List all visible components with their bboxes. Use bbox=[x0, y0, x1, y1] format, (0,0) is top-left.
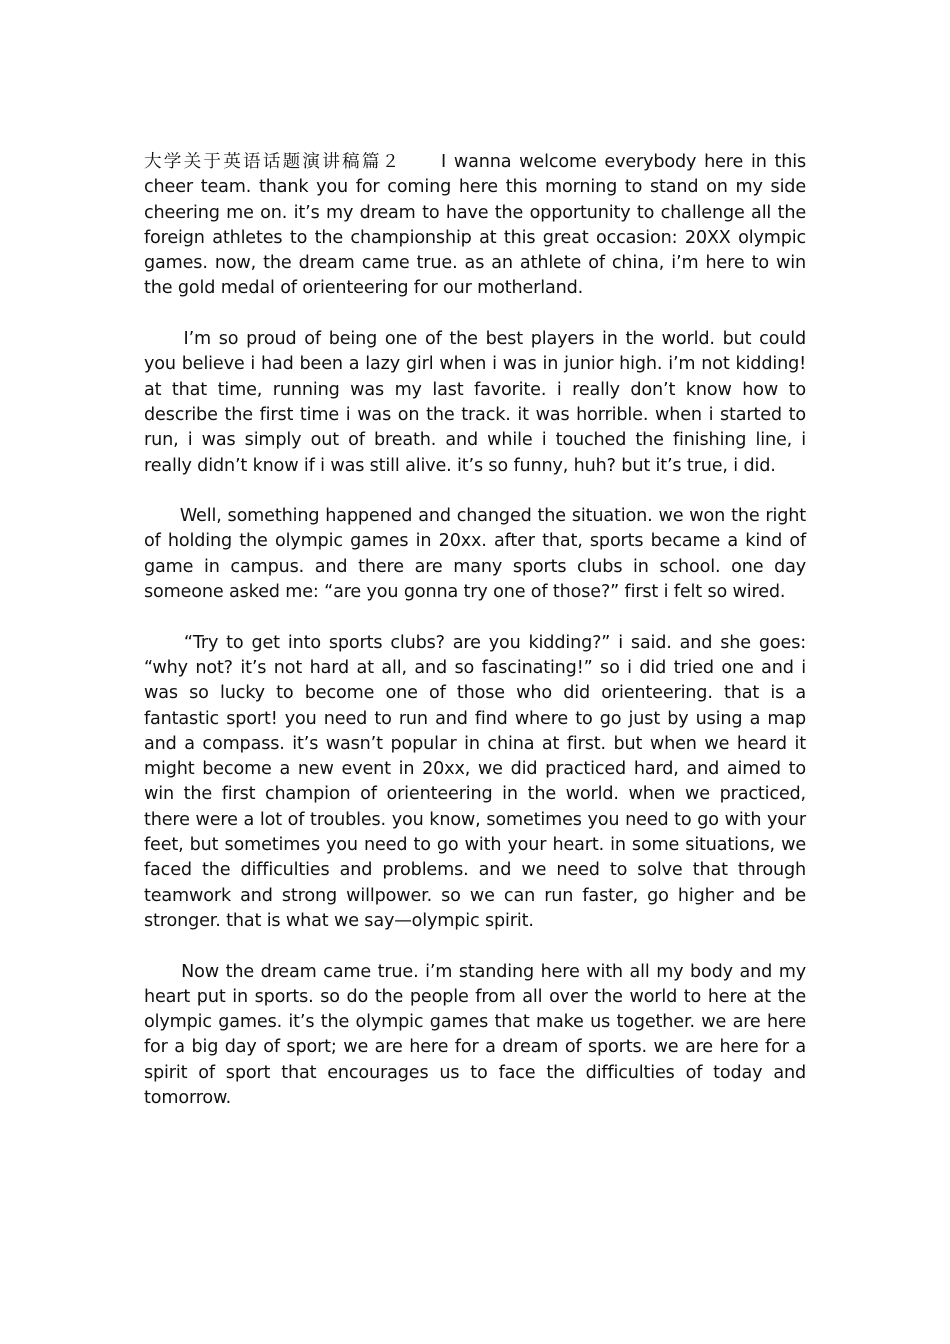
paragraph-3: Well, something happened and changed the situation. we won the right of holding the olympic games in 20xx. after that, sports became a kind of game in campus. and there are many sports clubs in school. one day someone asked me: “are you gonna try one of those?” first i felt so wired. bbox=[144, 506, 812, 603]
paragraph-1: 大学关于英语话题演讲稿篇２ I wanna welcome everybody here in this cheer team. thank you for coming here this morning to stand on my side cheering me on. it’s my dream to have the opportunity to challenge all the foreign athletes to the championship at this great occasion: 20XX olympic games. now, the dream came true. as an athlete of china, i’m here to win the gold medal of orienteering for our motherland. bbox=[144, 152, 812, 299]
document-body bbox=[144, 150, 812, 1111]
paragraph-2: I’m so proud of being one of the best players in the world. but could you believe i had been a lazy girl when i was in junior high. i’m not kidding! at that time, running was my last favorite. i really don’t know how to describe the first time i was on the track. it was horrible. when i started to run, i was simply out of breath. and while i touched the finishing line, i really didn’t know if i was still alive. it’s so funny, huh? but it’s true, i did. bbox=[144, 329, 812, 476]
paragraph-5: Now the dream came true. i’m standing here with all my body and my heart put in sports. so do the people from all over the world to here at the olympic games. it’s the olympic games that make us together. we are here for a big day of sport; we are here for a dream of sports. we are here for a spirit of sport that encourages us to face the difficulties of today and tomorrow. bbox=[144, 961, 812, 1108]
paragraph-4: “Try to get into sports clubs? are you kidding?” i said. and she goes: “why not? it’s not hard at all, and so fascinating!” so i did tried one and i was so lucky to become one of those who did orienteering. that is a fantastic sport! you need to run and find where to go just by using a map and a compass. it’s wasn’t popular in china at first. but when we heard it might become a new event in 20xx, we did practiced hard, and aimed to win the first champion of orienteering in the world. when we practiced, there were a lot of troubles. you know, sometimes you need to go with your feet, but sometimes you need to go with your heart. in some situations, we faced the difficulties and problems. and we need to solve that through teamwork and strong willpower. so we can run faster, go higher and be stronger. that is what we say—olympic spirit. bbox=[144, 632, 812, 931]
